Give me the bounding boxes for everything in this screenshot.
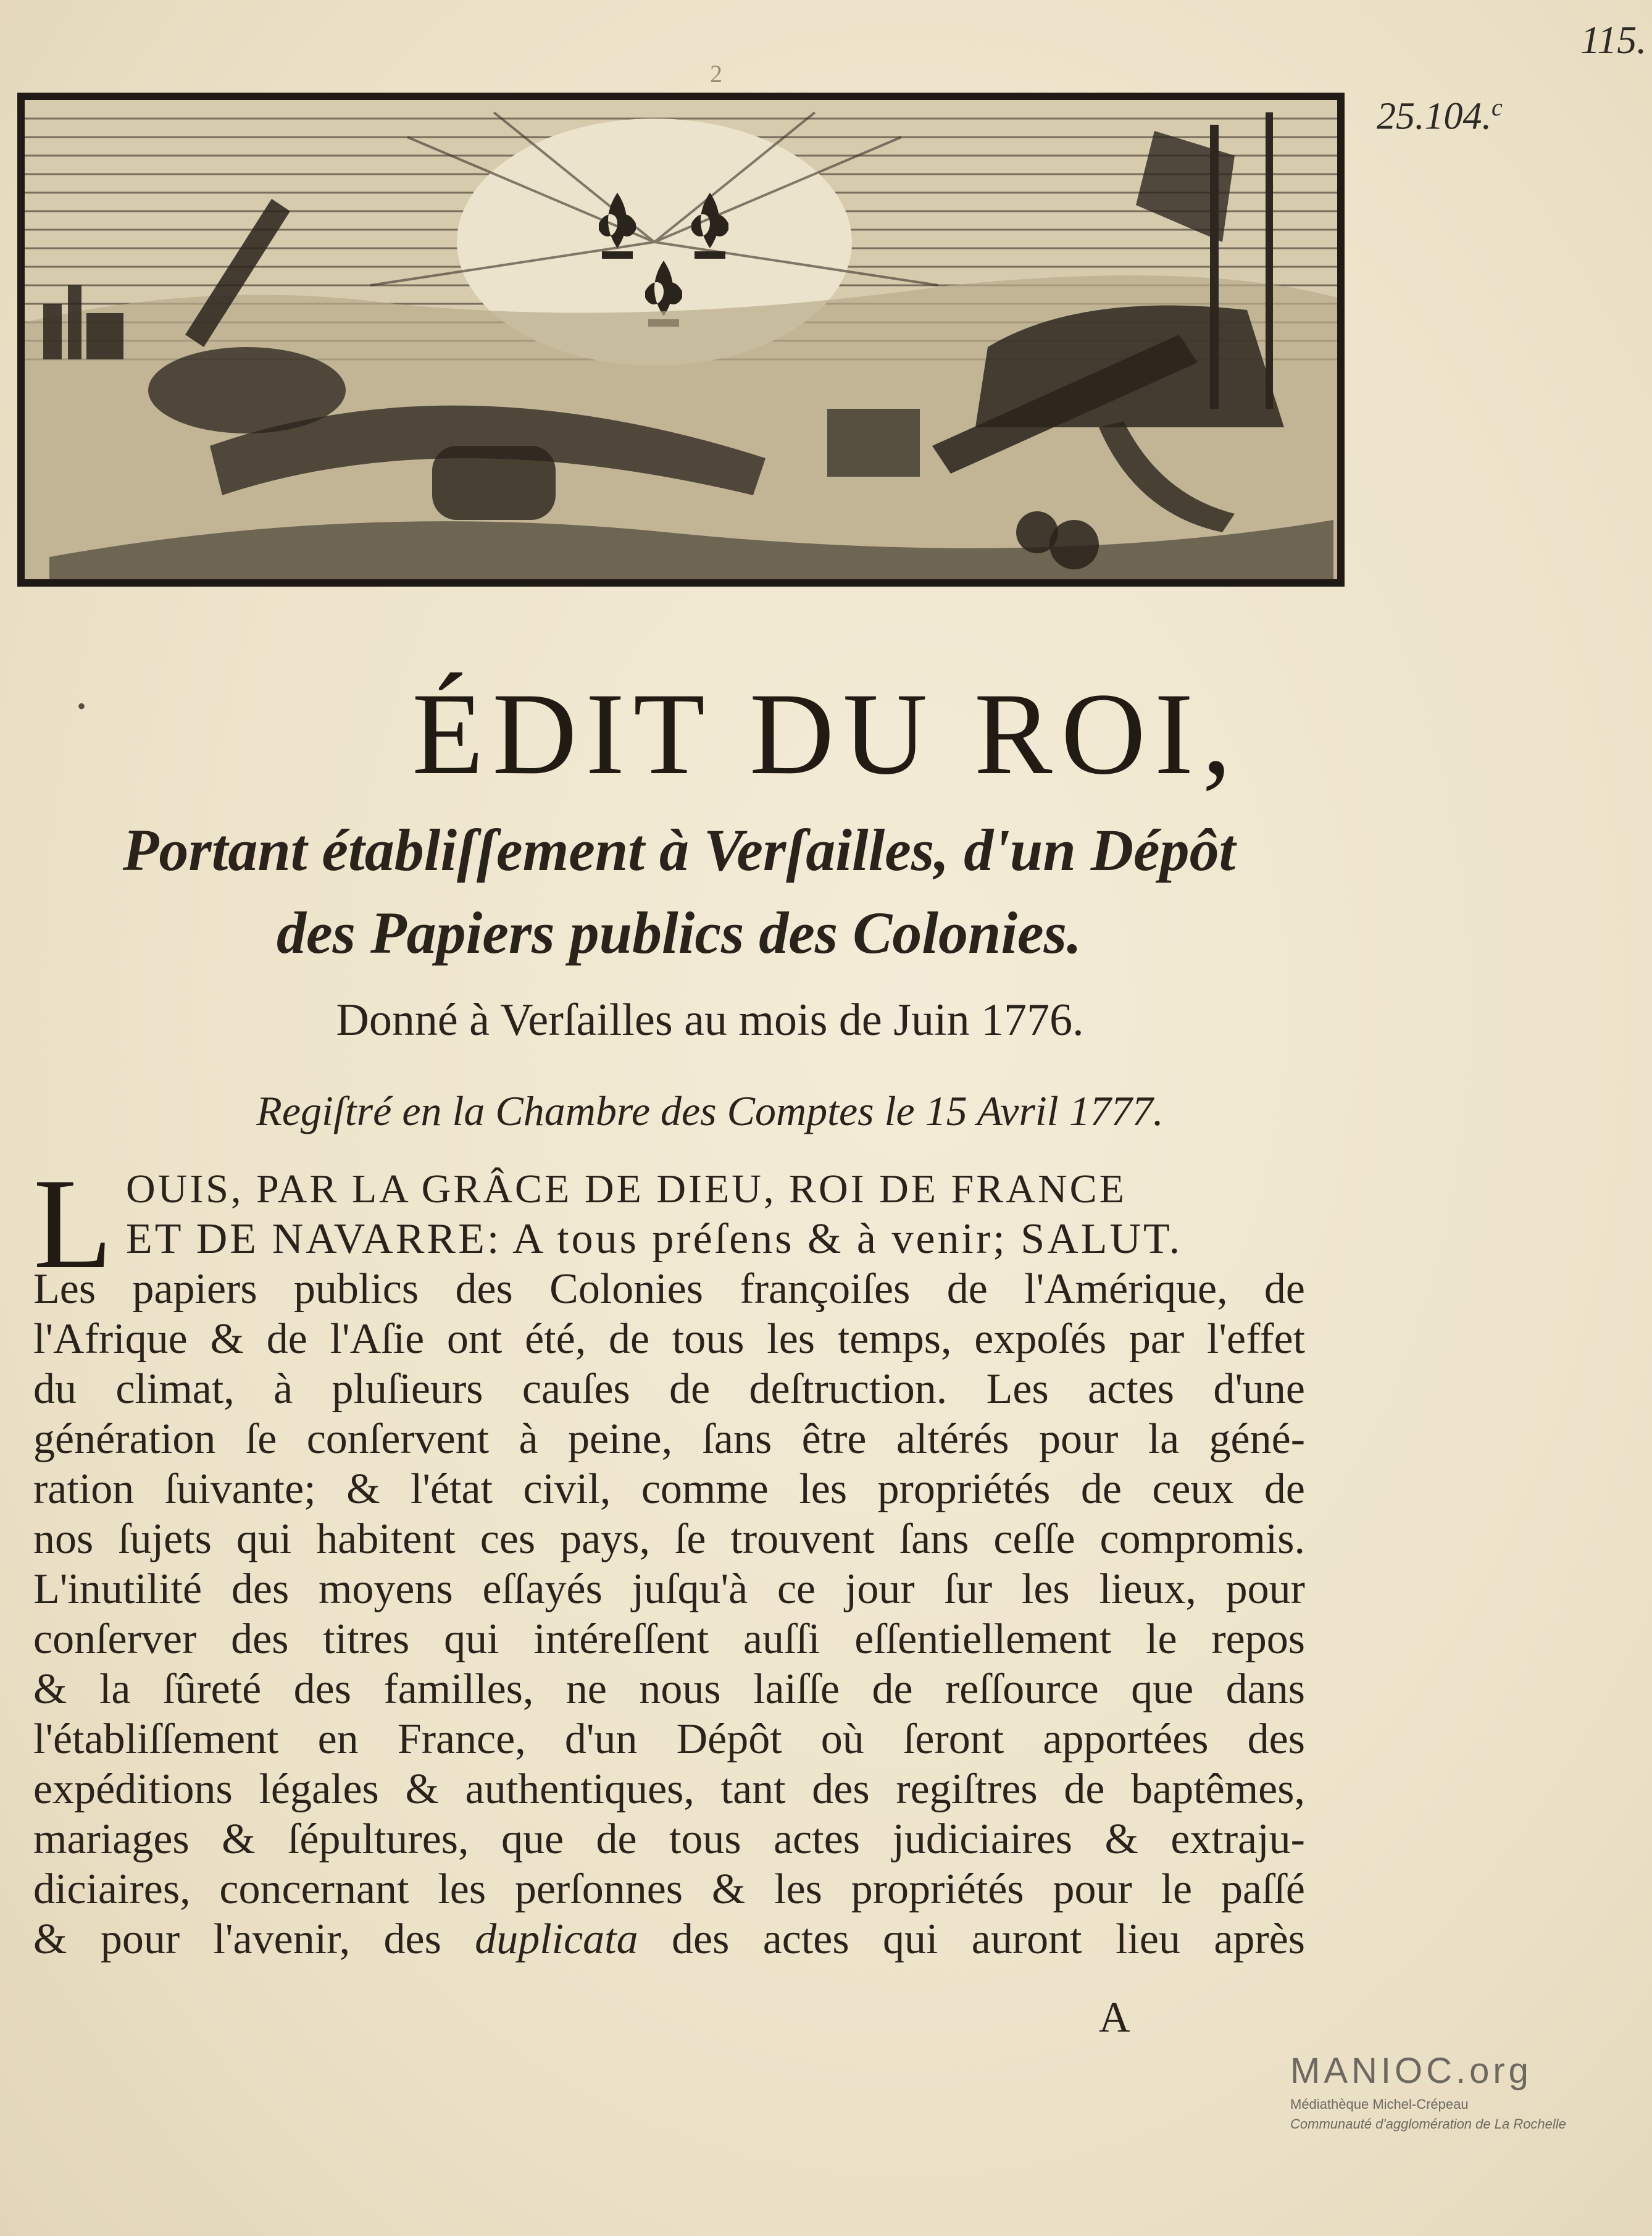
body-line: diciaires, concernant les perſonnes & les propriétés pour le paſſé (33, 1865, 1305, 1913)
page-number: 2 (710, 60, 722, 88)
body-line: Les papiers publics des Colonies françoiſes de l'Amérique, de (33, 1265, 1305, 1313)
body-line: expéditions légales & authentiques, tant des regiſtres de baptêmes, (33, 1765, 1305, 1813)
body-line-last (33, 1914, 1305, 1964)
drop-cap: L (33, 1152, 113, 1296)
registration-line: Regiſtré en la Chambre des Comptes le 15 Avril 1777. (256, 1087, 1164, 1134)
body-line: ration ſuivante; & l'état civil, comme les propriétés de ceux de (33, 1465, 1305, 1513)
body-lines (33, 1264, 1305, 1914)
edict-body (33, 1152, 1306, 1964)
inventory-number: 25.104. (1377, 95, 1491, 138)
logo-line-1: Médiathèque Michel-Crépeau (1290, 2096, 1469, 2112)
duplicata-term: duplicata (475, 1916, 638, 1963)
last-line-start: & pour l'avenir, des (33, 1916, 475, 1963)
logo-name: MANIOC.org (1290, 2051, 1532, 2091)
opening-line-2: ET DE NAVARRE: A tous préſens & à venir; SALUT. (126, 1215, 1183, 1263)
inventory-note (1377, 93, 1503, 139)
opening-line-1: OUIS, PAR LA GRÂCE DE DIEU, ROI DE FRANCE (126, 1166, 1127, 1212)
body-line: L'inutilité des moyens eſſayés juſqu'à ce jour ſur les lieux, pour (33, 1565, 1305, 1613)
body-line: mariages & ſépultures, que de tous actes judiciaires & extraju- (33, 1815, 1305, 1863)
body-line: conſerver des titres qui intéreſſent auſſi eſſentiellement le repos (33, 1615, 1305, 1663)
stray-mark: • (77, 692, 86, 720)
woodcut-vignette (17, 93, 1345, 587)
manioc-logo (1290, 2050, 1566, 2132)
body-line: l'Afrique & de l'Aſie ont été, de tous les temps, expoſés par l'effet (33, 1315, 1305, 1363)
subtitle-line-1: Portant établiſſement à Verſailles, d'un Dépôt (122, 817, 1236, 883)
body-line: du climat, à pluſieurs cauſes de deſtruction. Les actes d'une (33, 1365, 1305, 1413)
edict-title: ÉDIT DU ROI, (412, 669, 1240, 799)
shelfmark-annotation: 115. (1580, 18, 1647, 62)
last-line-end: des actes qui auront lieu après (638, 1916, 1306, 1963)
given-at-line: Donné à Verſailles au mois de Juin 1776. (336, 995, 1084, 1045)
body-line: génération ſe conſervent à peine, ſans être altérés pour la géné- (33, 1415, 1305, 1463)
signature-mark: A (1099, 1994, 1130, 2041)
body-line: l'établiſſement en France, d'un Dépôt où ſeront apportées des (33, 1715, 1305, 1763)
subtitle-line-2: des Papiers publics des Colonies. (276, 900, 1082, 966)
woodcut-illustration (25, 100, 1337, 579)
edict-subtitle (43, 809, 1315, 974)
body-line: nos ſujets qui habitent ces pays, ſe trouvent ſans ceſſe compromis. (33, 1515, 1305, 1563)
body-line: & la ſûreté des familles, ne nous laiſſe de reſſource que dans (33, 1665, 1305, 1713)
logo-line-2: Communauté d'agglomération de La Rochelle (1290, 2116, 1566, 2132)
inventory-suffix: c (1491, 93, 1503, 121)
